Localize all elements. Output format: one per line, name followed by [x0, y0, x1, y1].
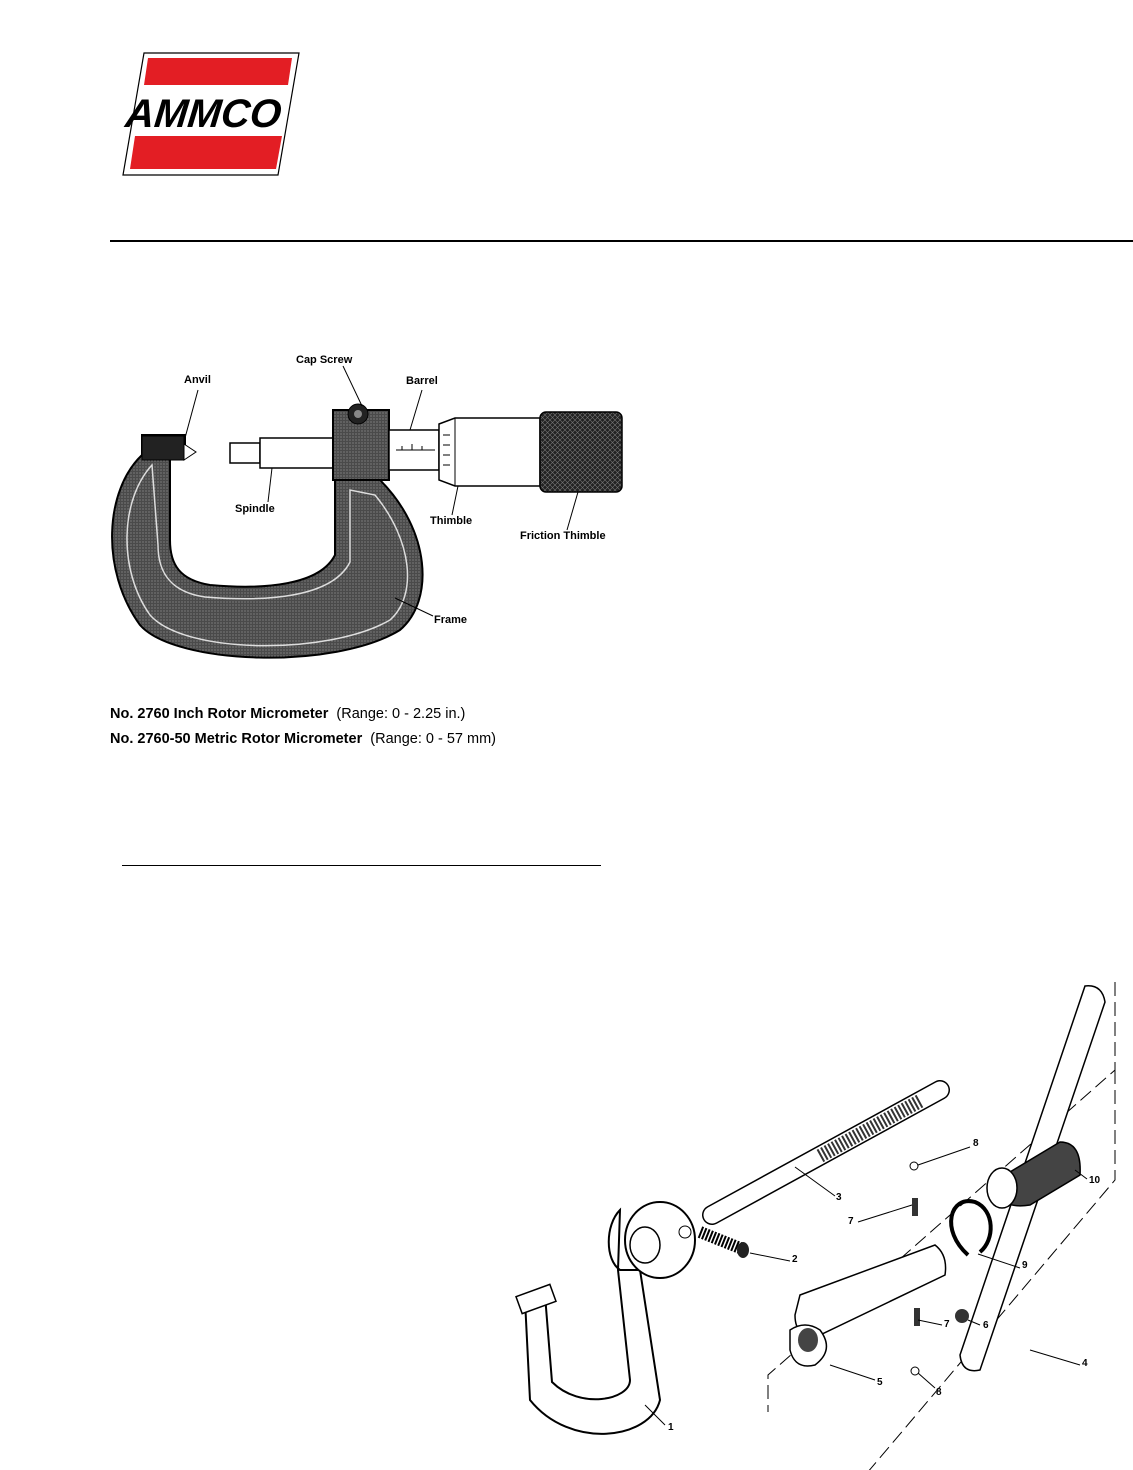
callout-1: 1 — [668, 1422, 674, 1433]
callout-9: 9 — [1022, 1260, 1028, 1271]
label-frame: Frame — [434, 614, 468, 626]
exploded-view-figure — [490, 970, 1133, 1470]
header-rule — [110, 240, 1133, 242]
part-8-ball-a — [910, 1162, 918, 1170]
callout-4: 4 — [1082, 1358, 1088, 1369]
callout-8-a: 8 — [973, 1138, 979, 1149]
caption-metric-model — [110, 731, 496, 747]
label-barrel: Barrel — [406, 375, 438, 387]
callout-7-b: 7 — [944, 1319, 950, 1330]
brand-logo-graphic — [122, 52, 300, 176]
caption-inch-model-name: No. 2760 Inch Rotor Micrometer — [110, 706, 329, 722]
caption-inch-model — [110, 706, 465, 722]
callout-10: 10 — [1089, 1175, 1101, 1186]
callout-7-a: 7 — [848, 1216, 854, 1227]
part-7-spring-a — [912, 1198, 918, 1216]
brand-logo — [122, 52, 300, 176]
part-6-set-screw — [955, 1309, 969, 1323]
part-2-cap-screw — [700, 1232, 749, 1258]
callout-3: 3 — [836, 1192, 842, 1203]
label-friction-thimble: Friction Thimble — [520, 530, 606, 542]
label-spindle: Spindle — [235, 503, 275, 515]
section-rule — [122, 865, 601, 866]
part-7-spring-b — [914, 1308, 920, 1326]
part-3-spindle — [712, 1090, 940, 1215]
callout-5: 5 — [877, 1377, 883, 1388]
label-anvil: Anvil — [184, 374, 211, 386]
label-thimble: Thimble — [430, 515, 473, 527]
exploded-view-drawing — [490, 970, 1133, 1470]
part-1-frame — [516, 1202, 695, 1434]
caption-metric-model-name: No. 2760-50 Metric Rotor Micrometer — [110, 731, 363, 747]
micrometer-figure — [100, 340, 640, 680]
logo-text: AMMCO — [123, 92, 284, 136]
micrometer-drawing — [100, 340, 640, 680]
callout-2: 2 — [792, 1254, 798, 1265]
caption-inch-range: (Range: 0 - 2.25 in.) — [336, 706, 466, 722]
part-5-thimble — [790, 1245, 946, 1470]
callout-6: 6 — [983, 1320, 989, 1331]
part-9-retaining-ring — [951, 1201, 991, 1255]
label-cap-screw: Cap Screw — [296, 354, 353, 366]
part-8-ball-b — [911, 1367, 919, 1375]
caption-metric-range: (Range: 0 - 57 mm) — [370, 731, 496, 747]
callout-8-b: 8 — [936, 1387, 942, 1398]
